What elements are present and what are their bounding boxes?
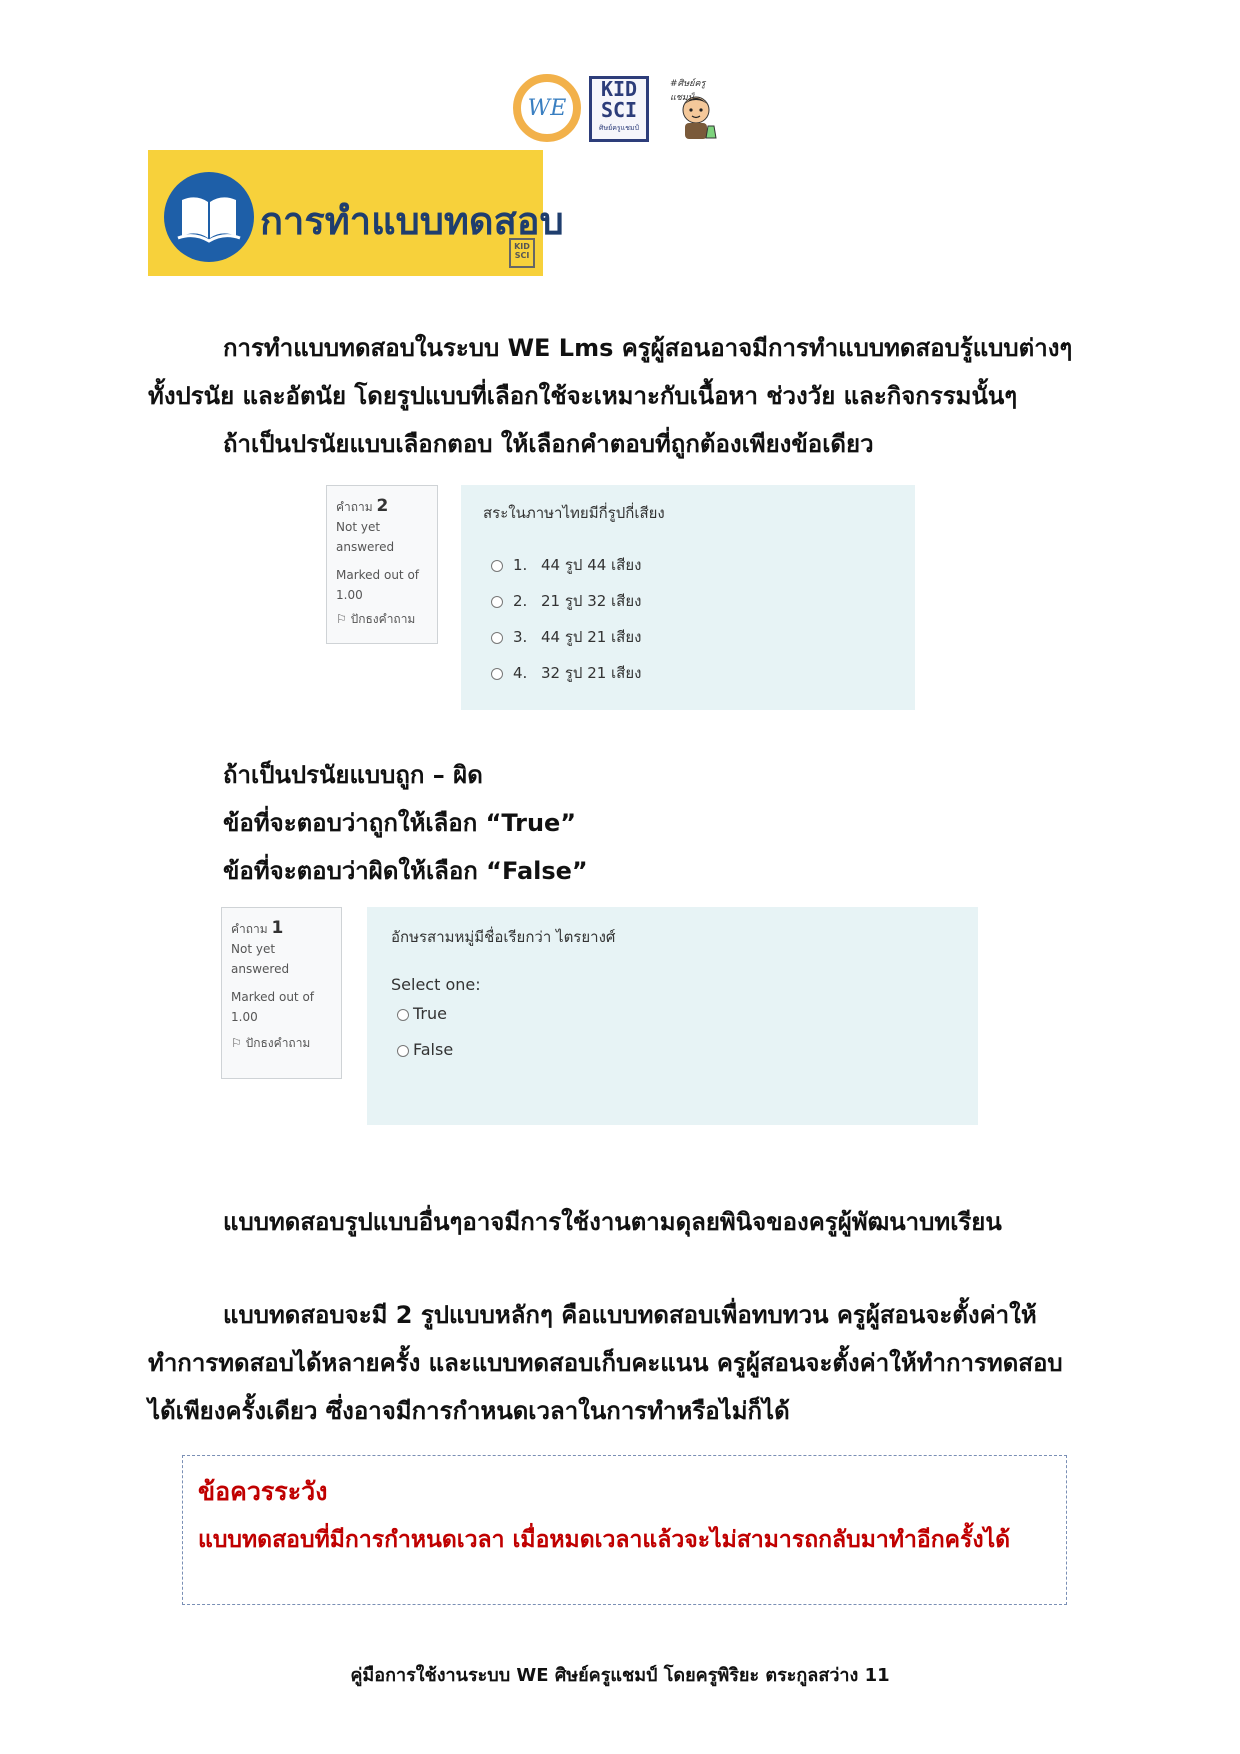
two-types-line-3: ได้เพียงครั้งเดียว ซึ่งอาจมีการกำหนดเวลาในการทำหรือไม่ก็ได้ xyxy=(148,1397,790,1425)
truefalse-line-1: ถ้าเป็นปรนัยแบบถูก – ผิด xyxy=(223,761,483,789)
answer-option-1[interactable] xyxy=(491,553,641,577)
flag-question-label: ปักธงคำถาม xyxy=(245,1036,311,1050)
radio-button[interactable] xyxy=(491,560,503,572)
warning-box xyxy=(182,1455,1067,1605)
flag-icon: ⚐ xyxy=(336,612,347,626)
we-logo xyxy=(513,74,581,142)
question-info-panel xyxy=(326,485,438,644)
sci-text: SCI xyxy=(600,98,638,122)
flag-question-link[interactable] xyxy=(231,1033,332,1053)
option-text: True xyxy=(413,1004,447,1023)
kidsci-stamp xyxy=(509,238,535,268)
question-status: Not yet answered xyxy=(336,520,395,554)
option-text: 32 รูป 21 เสียง xyxy=(541,664,642,682)
option-text: False xyxy=(413,1040,454,1059)
question-marks: Marked out of 1.00 xyxy=(336,568,420,602)
option-text: 21 รูป 32 เสียง xyxy=(541,592,642,610)
header-logos xyxy=(0,68,1240,148)
option-number: 1. xyxy=(513,556,528,574)
question-label: คำถาม xyxy=(231,922,268,936)
radio-button[interactable] xyxy=(491,668,503,680)
option-number: 3. xyxy=(513,628,528,646)
question-number: 1 xyxy=(271,918,284,938)
question-info-panel-tf xyxy=(221,907,342,1079)
flag-question-label: ปักธงคำถาม xyxy=(350,612,416,626)
answer-option-true[interactable] xyxy=(397,1004,447,1023)
radio-button[interactable] xyxy=(491,596,503,608)
select-one-label: Select one: xyxy=(391,975,481,994)
answer-option-2[interactable] xyxy=(491,589,641,613)
banner-title: การทำแบบทดสอบ xyxy=(260,199,564,243)
answer-option-4[interactable] xyxy=(491,661,641,685)
two-types-line-1: แบบทดสอบจะมี 2 รูปแบบหลักๆ คือแบบทดสอบเพื่อทบทวน ครูผู้สอนจะตั้งค่าให้ xyxy=(223,1301,1037,1329)
flag-question-link[interactable] xyxy=(336,609,428,629)
question-body xyxy=(461,485,915,710)
we-logo-text: WE xyxy=(527,96,567,121)
option-number: 2. xyxy=(513,592,528,610)
radio-button[interactable] xyxy=(491,632,503,644)
warning-title: ข้อควรระวัง xyxy=(198,1477,328,1506)
question-body-tf xyxy=(367,907,978,1125)
kidsci-subtext: ศิษย์ครูแชมป์ xyxy=(599,124,639,132)
option-text: 44 รูป 21 เสียง xyxy=(541,628,642,646)
flag-icon: ⚐ xyxy=(231,1036,242,1050)
answer-option-3[interactable] xyxy=(491,625,641,649)
warning-text: แบบทดสอบที่มีการกำหนดเวลา เมื่อหมดเวลาแล้วจะไม่สามารถกลับมาทำอีกครั้งได้ xyxy=(198,1527,1011,1553)
radio-button[interactable] xyxy=(397,1009,409,1021)
two-types-line-2: ทำการทดสอบได้หลายครั้ง และแบบทดสอบเก็บคะแนน ครูผู้สอนจะตั้งค่าให้ทำการทดสอบ xyxy=(148,1349,1063,1377)
question-text: สระในภาษาไทยมีกี่รูปกี่เสียง xyxy=(483,504,665,522)
page-footer: คู่มือการใช้งานระบบ WE ศิษย์ครูแชมป์ โดยครูพิริยะ ตระกูลสว่าง 11 xyxy=(350,1665,890,1686)
intro-line-3: ถ้าเป็นปรนัยแบบเลือกตอบ ให้เลือกคำตอบที่ถูกต้องเพียงข้อเดียว xyxy=(223,430,874,458)
other-types-line: แบบทดสอบรูปแบบอื่นๆอาจมีการใช้งานตามดุลยพินิจของครูผู้พัฒนาบทเรียน xyxy=(223,1208,1002,1236)
question-status: Not yet answered xyxy=(231,942,290,976)
teacher-mascot-logo xyxy=(668,76,728,146)
option-number: 4. xyxy=(513,664,528,682)
question-text: อักษรสามหมู่มีชื่อเรียกว่า ไตรยางศ์ xyxy=(391,928,616,946)
truefalse-line-2: ข้อที่จะตอบว่าถูกให้เลือก “True” xyxy=(223,809,577,837)
stamp-line-2: SCI xyxy=(514,251,530,260)
option-text: 44 รูป 44 เสียง xyxy=(541,556,642,574)
section-banner xyxy=(148,150,564,276)
intro-line-2: ทั้งปรนัย และอัตนัย โดยรูปแบบที่เลือกใช้จะเหมาะกับเนื้อหา ช่วงวัย และกิจกรรมนั้นๆ xyxy=(148,382,1018,410)
answer-option-false[interactable] xyxy=(397,1040,453,1059)
kidsci-logo xyxy=(589,76,649,142)
book-icon xyxy=(164,172,254,262)
question-number: 2 xyxy=(376,496,389,516)
kid-text: KID xyxy=(600,77,638,101)
truefalse-line-3: ข้อที่จะตอบว่าผิดให้เลือก “False” xyxy=(223,857,588,885)
stamp-line-1: KID xyxy=(514,242,530,251)
radio-button[interactable] xyxy=(397,1045,409,1057)
question-label: คำถาม xyxy=(336,500,373,514)
mascot-tag: #ศิษย์ครูแชมป์ xyxy=(670,79,706,103)
question-marks: Marked out of 1.00 xyxy=(231,990,315,1024)
intro-line-1: การทำแบบทดสอบในระบบ WE Lms ครูผู้สอนอาจมีการทำแบบทดสอบรู้แบบต่างๆ xyxy=(223,334,1073,362)
